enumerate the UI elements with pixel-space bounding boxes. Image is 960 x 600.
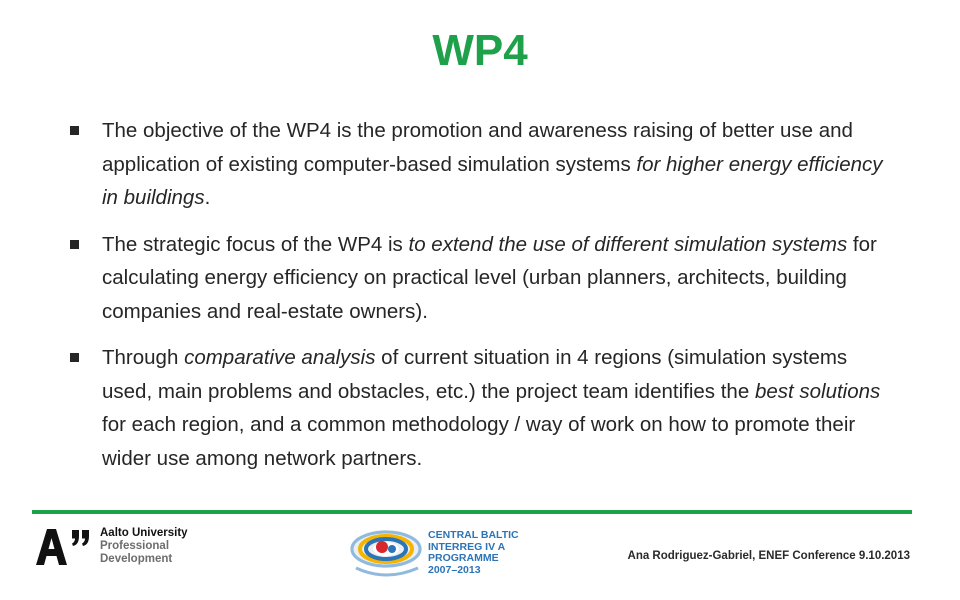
slide-title: WP4 bbox=[432, 26, 528, 75]
bullet-item bbox=[62, 228, 902, 329]
bullet-text-segment: for each region, and a common methodology / way of work on how to promote their wider use among network partners. bbox=[102, 413, 856, 470]
aalto-logo-line: Professional bbox=[100, 540, 170, 552]
square-bullet-icon bbox=[70, 126, 79, 135]
bullet-list bbox=[62, 114, 902, 488]
bullet-text-segment: . bbox=[204, 186, 211, 209]
aalto-a-quote-icon bbox=[36, 526, 96, 566]
central-baltic-logo-text bbox=[428, 530, 519, 576]
square-bullet-icon bbox=[70, 240, 79, 249]
cb-logo-line: PROGRAMME bbox=[428, 552, 499, 564]
central-baltic-logo bbox=[348, 522, 538, 588]
cb-logo-line: INTERREG IV A bbox=[428, 540, 506, 553]
bullet-text-segment: for calculating energy efficiency on practical level (urban planners, architects, building companies and real-estate owners). bbox=[102, 232, 877, 323]
bullet-text-italic: best solutions bbox=[754, 379, 881, 403]
bullet-item bbox=[62, 114, 902, 215]
footer-credit: Ana Rodriguez-Gabriel, ENEF Conference 9.10.2013 bbox=[627, 550, 910, 562]
bullet-text-italic: comparative analysis bbox=[184, 346, 376, 369]
bullet-text-italic: to extend the use of different simulation systems bbox=[408, 232, 848, 256]
bullet-text-segment: The objective of the WP4 is the promotion and awareness raising of better use and application of existing computer-based simulation systems bbox=[102, 119, 853, 176]
bullet-text-segment: The strategic focus of the WP4 is bbox=[102, 232, 409, 256]
bullet-text-segment: of current situation in 4 regions (simulation systems used, main problems and obstacles, etc.) the project team identifies the bbox=[102, 346, 848, 403]
aalto-logo bbox=[36, 526, 216, 568]
bullet-text-segment: Through bbox=[102, 346, 185, 369]
bullet-text-italic: for higher energy efficiency in buildings bbox=[102, 152, 883, 209]
footer-divider bbox=[32, 510, 912, 514]
cb-logo-line: 2007–2013 bbox=[428, 563, 481, 576]
square-bullet-icon bbox=[70, 353, 79, 362]
aalto-logo-line: Aalto University bbox=[100, 527, 188, 539]
cb-logo-line: CENTRAL BALTIC bbox=[428, 529, 519, 541]
bullet-item bbox=[62, 341, 902, 475]
aalto-logo-text bbox=[100, 527, 188, 566]
central-baltic-emblem-icon bbox=[348, 524, 426, 582]
aalto-logo-line: Development bbox=[100, 553, 173, 565]
